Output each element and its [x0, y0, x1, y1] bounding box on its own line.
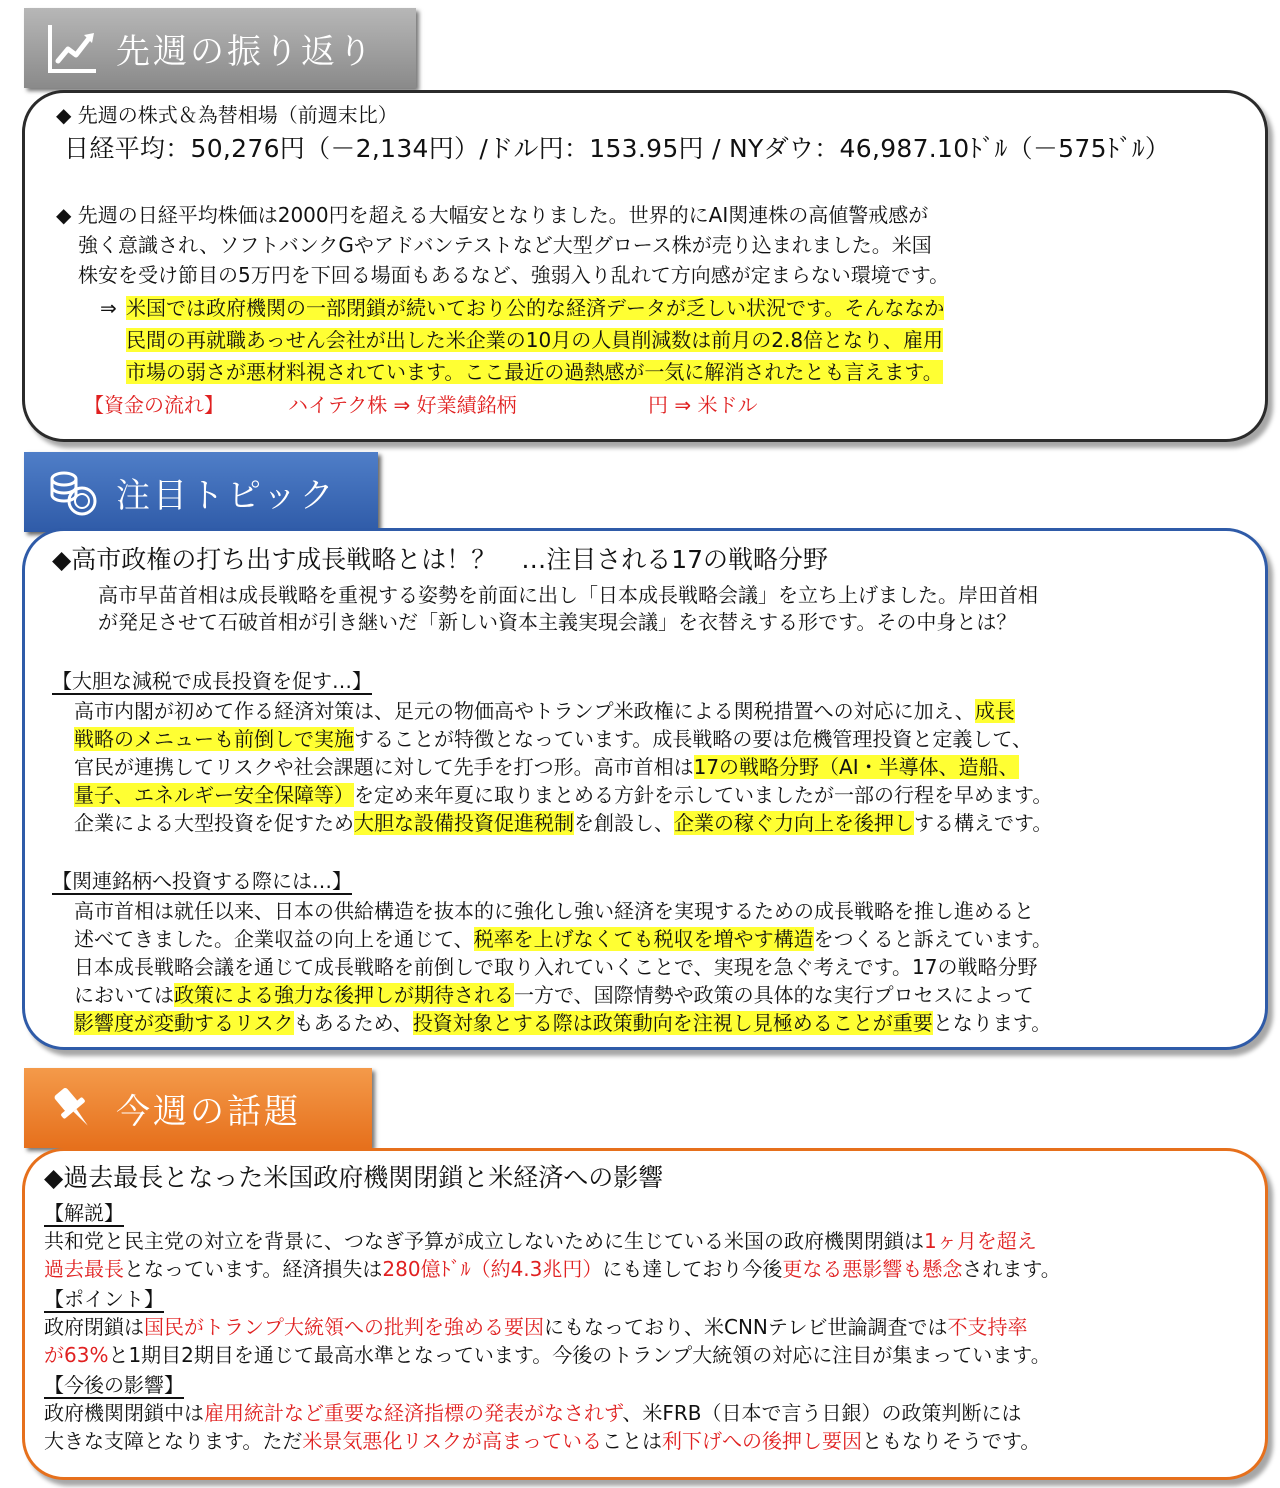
- fund-flow-label: 【資金の流れ】: [84, 393, 224, 417]
- section-header-this-week: [24, 1068, 372, 1148]
- text-span: にもなっており、米CNNテレビ世論調査では: [544, 1315, 948, 1339]
- highlight-span: 17の戦略分野（AI・半導体、造船、: [693, 755, 1019, 779]
- red-span: 不支持率: [947, 1315, 1028, 1339]
- market-heading: ◆ 先週の株式＆為替相場（前週末比）: [56, 103, 398, 127]
- red-span: 更なる悪影響も懸念: [782, 1257, 963, 1281]
- topic-intro: 高市早苗首相は成長戦略を重視する姿勢を前面に出し「日本成長戦略会議」を立ち上げました。岸田首相: [98, 583, 1038, 607]
- this-week-heading: ◆過去最長となった米国政府機関閉鎖と米経済への影響: [44, 1163, 664, 1192]
- subheading-investing: 【関連銘柄へ投資する際には…】: [52, 869, 352, 893]
- subheading-point: 【ポイント】: [44, 1287, 164, 1311]
- text-span: ことは: [602, 1429, 663, 1453]
- section-title: 先週の振り返り: [116, 31, 375, 72]
- text-span: を定め来年夏に取りまとめる方針を示していましたが一部の行程を早めます。: [354, 783, 1053, 807]
- red-span: 利下げへの後押し要因: [662, 1429, 863, 1453]
- text-span: においては: [74, 983, 174, 1007]
- highlight-line: 市場の弱さが悪材料視されています。ここ最近の過熱感が一気に解消されたとも言えます。: [126, 360, 943, 384]
- text-line: 日本成長戦略会議を通じて成長戦略を前倒しで取り入れていくことで、実現を急ぐ考えです。17の戦略分野: [74, 955, 1038, 979]
- fund-flow-stocks: ハイテク株 ⇒ 好業績銘柄: [288, 393, 517, 417]
- text-span: をつくると訴えています。: [813, 927, 1053, 951]
- pushpin-icon: [38, 1073, 108, 1143]
- text-span: 高市内閣が初めて作る経済対策は、足元の物価高やトランプ米政権による関税措置への対応に加え、: [74, 699, 975, 723]
- summary-line: 強く意識され、ソフトバンクGやアドバンテストなど大型グロース株が売り込まれました。米国: [78, 233, 932, 257]
- highlight-span: 企業の稼ぐ力向上を後押し: [674, 811, 914, 835]
- fund-flow-currency: 円 ⇒ 米ドル: [648, 393, 758, 417]
- red-span: 雇用統計など重要な経済指標の発表がなされず: [204, 1401, 623, 1425]
- text-line: 高市首相は就任以来、日本の供給構造を抜本的に強化し強い経済を実現するための成長戦略を推し進めると: [74, 899, 1034, 923]
- text-span: 企業による大型投資を促すため: [74, 811, 354, 835]
- text-span: 、米FRB（日本で言う日銀）の政策判断には: [622, 1401, 1022, 1425]
- text-span: 政府閉鎖は: [44, 1315, 144, 1339]
- text-span: する構えです。: [914, 811, 1053, 835]
- section-title: 今週の話題: [116, 1091, 301, 1132]
- highlight-span: 税率を上げなくても税収を増やす構造: [473, 927, 814, 951]
- section-title: 注目トピック: [116, 475, 337, 516]
- red-span: 米景気悪化リスクが高まっている: [302, 1429, 603, 1453]
- section-header-last-week: [24, 8, 416, 88]
- highlight-span: 量子、エネルギー安全保障等）: [74, 783, 354, 807]
- text-span: となっています。経済損失は: [124, 1257, 383, 1281]
- line-chart-icon: [38, 13, 108, 83]
- text-span: ともなりそうです。: [862, 1429, 1041, 1453]
- topic-intro: が発足させて石破首相が引き継いだ「新しい資本主義実現会議」を衣替えする形です。その中身とは？: [98, 610, 1017, 634]
- text-span: されます。: [962, 1257, 1061, 1281]
- text-span: となります。: [932, 1011, 1052, 1035]
- highlight-line: 米国では政府機関の一部閉鎖が続いており公的な経済データが乏しい状況です。そんななか: [126, 296, 945, 320]
- text-span: 一方で、国際情勢や政策の具体的な実行プロセスによって: [514, 983, 1034, 1007]
- topic-heading: ◆高市政権の打ち出す成長戦略とは！？ …注目される17の戦略分野: [52, 545, 829, 574]
- highlight-span: 大胆な設備投資促進税制: [354, 811, 574, 835]
- text-span: することが特徴となっています。成長戦略の要は危機管理投資と定義して、: [354, 727, 1032, 751]
- highlight-span: 成長: [974, 699, 1015, 723]
- highlight-span: 政策による強力な後押しが期待される: [174, 983, 514, 1007]
- summary-line: 株安を受け節目の5万円を下回る場面もあるなど、強弱入り乱れて方向感が定まらない環境です。: [78, 263, 950, 287]
- text-span: にも達しており今後: [602, 1257, 783, 1281]
- red-span: 過去最長: [44, 1257, 124, 1281]
- red-span: 1ヶ月を超え: [924, 1229, 1037, 1253]
- coins-icon: [38, 457, 108, 527]
- summary-line: ◆ 先週の日経平均株価は2000円を超える大幅安となりました。世界的にAI関連株の高値警戒感が: [56, 203, 929, 227]
- text-span: 述べてきました。企業収益の向上を通じて、: [74, 927, 474, 951]
- red-span: 国民がトランプ大統領への批判を強める要因: [144, 1315, 544, 1339]
- text-span: 大きな支障となります。ただ: [44, 1429, 303, 1453]
- text-span: 官民が連携してリスクや社会課題に対して先手を打つ形。高市首相は: [74, 755, 694, 779]
- highlight-line: 民間の再就職あっせん会社が出した米企業の10月の人員削減数は前月の2.8倍となり、雇用: [126, 328, 944, 352]
- highlight-span: 戦略のメニューも前倒しで実施: [74, 727, 354, 751]
- text-span: 共和党と民主党の対立を背景に、つなぎ予算が成立しないために生じている米国の政府機関閉鎖は: [44, 1229, 924, 1253]
- text-span: もあるため、: [293, 1011, 413, 1035]
- market-values: 日経平均：50,276円（－2,134円）/ドル円：153.95円 / NYダウ：46,987.10ﾄﾞﾙ（－575ﾄﾞﾙ）: [64, 134, 1171, 163]
- red-span: が63%: [44, 1343, 109, 1367]
- text-span: と1期目2期目を通じて最高水準となっています。今後のトランプ大統領の対応に注目が集まっています。: [108, 1343, 1051, 1367]
- subheading-tax-cut: 【大胆な減税で成長投資を促す…】: [52, 669, 372, 693]
- subheading-explanation: 【解説】: [44, 1201, 124, 1225]
- red-span: 280億ﾄﾞﾙ（約4.3兆円）: [382, 1257, 603, 1281]
- highlight-span: 影響度が変動するリスク: [74, 1011, 294, 1035]
- highlight-span: 投資対象とする際は政策動向を注視し見極めることが重要: [412, 1011, 933, 1035]
- section-header-topic: [24, 452, 378, 532]
- arrow-mark: ⇒: [100, 296, 117, 320]
- subheading-outlook: 【今後の影響】: [44, 1373, 184, 1397]
- text-span: 政府機関閉鎖中は: [44, 1401, 204, 1425]
- text-span: を創設し、: [574, 811, 674, 835]
